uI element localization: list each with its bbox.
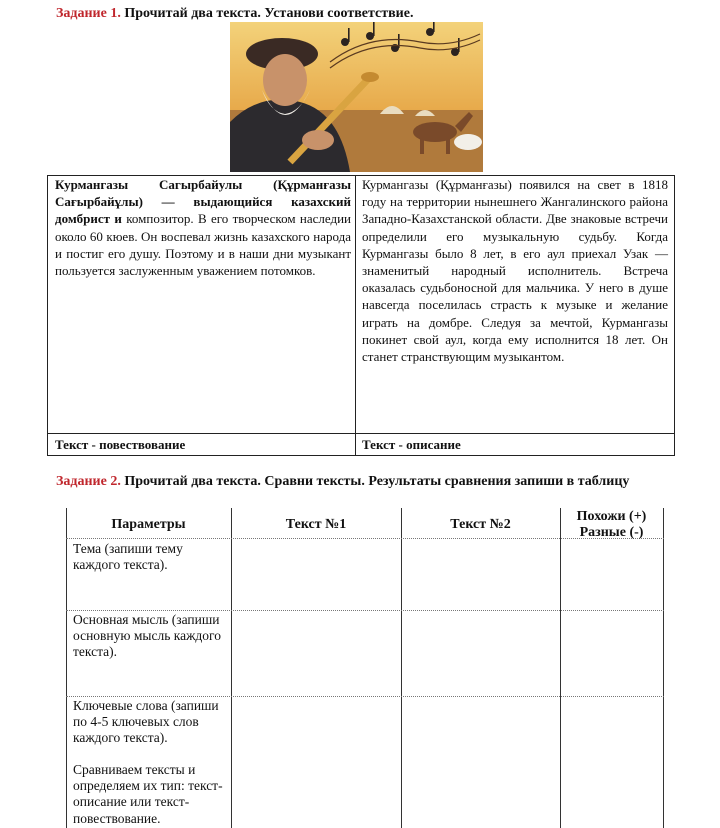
text-left-cell xyxy=(55,176,351,279)
footer-divider xyxy=(48,433,674,434)
row-text-type-label: Сравниваем тексты и определяем их тип: текст-описание или текст-повествование. xyxy=(73,762,223,826)
task2-number: Задание 2. xyxy=(56,474,121,489)
table-border xyxy=(66,508,67,828)
matching-table xyxy=(47,175,675,456)
task2-heading xyxy=(56,474,656,490)
header-text1: Текст №1 xyxy=(285,517,347,532)
row-main-idea-label: Основная мысль (запиши основную мысль каждого текста). xyxy=(73,612,221,660)
text-left-lead: Курмангазы Сагырбайулы (Құрманғазы Сағырбайұлы) — выдающийся казахский домбрист и xyxy=(55,177,351,227)
comparison-table xyxy=(66,508,664,828)
header-similar-different xyxy=(560,509,663,541)
row-theme-label: Тема (запиши тему каждого текста). xyxy=(73,541,183,573)
kurmangazy-illustration xyxy=(230,22,483,172)
task1-number: Задание 1. xyxy=(56,6,121,21)
text-left-body: композитор. В его творческом наследии около 60 кюев. Он воспевал жизнь казахского народа и постиг его душу. Поэтому и в наши дни музыкант пользуется заслуженным уважением потомков. xyxy=(55,211,351,279)
task2-title: Прочитай два текста. Сравни тексты. Результаты сравнения запиши в таблицу xyxy=(124,474,630,489)
header-similar: Похожи (+) xyxy=(576,509,647,524)
text-right-cell: Курмангазы (Құрманғазы) появился на свет в 1818 году на территории нынешнего Жангалинского района Западно-Казахстанской области. Две знаковые встречи определили его музыкальную судьбу. Когда Курмангазы было 8 лет, в его аул приехал Узак — знаменитый народный исполнитель. Встреча оказалась судьбоносной для мальчика. У него в душе навсегда поселилась страсть к музыке и желание играть на домбре. Следуя за мечтой, Курмангазы покинет свой аул, когда ему исполнится 18 лет. Он станет странствующим музыкантом. xyxy=(362,177,668,365)
header-different: Разные (-) xyxy=(579,525,644,540)
table-border xyxy=(401,508,402,828)
row-keywords-label: Ключевые слова (запиши по 4-5 ключевых слов каждого текста). xyxy=(73,698,219,746)
right-footer-label: Текст - описание xyxy=(362,437,461,452)
task1-heading xyxy=(56,6,413,22)
table-border xyxy=(560,508,561,828)
column-divider xyxy=(355,176,356,455)
left-footer-label: Текст - повествование xyxy=(55,437,186,452)
row-divider xyxy=(66,696,664,697)
task1-title: Прочитай два текста. Установи соответствие. xyxy=(124,6,414,21)
header-params: Параметры xyxy=(111,517,186,532)
table-border xyxy=(663,508,664,828)
illustration-svg xyxy=(230,22,483,172)
header-text2: Текст №2 xyxy=(450,517,511,532)
row-divider xyxy=(66,610,664,611)
